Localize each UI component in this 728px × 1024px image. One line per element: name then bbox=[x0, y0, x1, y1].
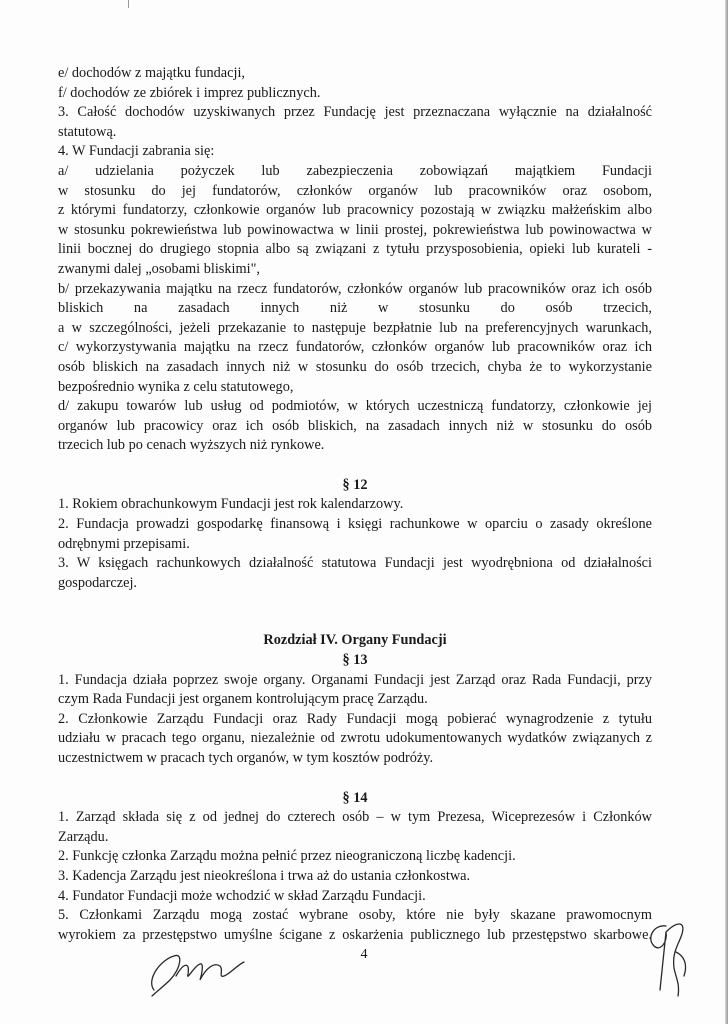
text-line: w stosunku pokrewieństwa lub powinowactwa w linii prostej, pokrewieństwa lub powinowactwa w bbox=[58, 221, 652, 238]
chapter-heading: Rozdział IV. Organy Fundacji bbox=[263, 632, 447, 649]
text-line: uczestnictwem w pracach tych organów, w tym kosztów podróży. bbox=[58, 750, 434, 766]
text-line: d/ zakupu towarów lub usług od podmiotów, w których uczestniczą fundatorzy, członkowie jej bbox=[58, 398, 652, 415]
text-line: trzecich lub po cenach wyższych niż rynkowe. bbox=[58, 437, 325, 454]
text-line: odrębnymi przepisami. bbox=[58, 535, 190, 552]
text-line: wyrokiem za przestępstwo umyślne ścigane z oskarżenia publicznego lub przestępstwo skarbowe. bbox=[58, 926, 652, 943]
document-body bbox=[58, 64, 652, 945]
text-line: 2. Fundacja prowadzi gospodarkę finansową i księgi rachunkowe w oparciu o zasady określone bbox=[58, 516, 652, 533]
text-line: osób bliskich na zasadach innych niż w stosunku do osób trzecich, chyba że to wykorzystanie bbox=[58, 358, 652, 375]
text-line: w stosunku do jej fundatorów, członków organów lub pracowników oraz osobom, bbox=[58, 182, 652, 199]
text-line: a/ udzielania pożyczek lub zabezpieczenia zobowiązań majątkiem Fundacji bbox=[58, 162, 652, 179]
text-line: c/ wykorzystywania majątku na rzecz fundatorów, członków organów lub pracowników oraz ich bbox=[58, 339, 652, 356]
text-line: a w szczególności, jeżeli przekazanie to następuje bezpłatnie lub na preferencyjnych warunkach, bbox=[58, 319, 652, 336]
text-line: statutową. bbox=[58, 123, 117, 140]
text-line: 2. Członkowie Zarządu Fundacji oraz Rady Fundacji mogą pobierać wynagrodzenie z tytułu bbox=[58, 710, 652, 727]
signature-right bbox=[636, 912, 696, 1002]
text-line: Zarządu. bbox=[58, 828, 109, 845]
text-line: f/ dochodów ze zbiórek i imprez publicznych. bbox=[58, 84, 321, 101]
text-line: 1. Fundacja działa poprzez swoje organy. Organami Fundacji jest Zarząd oraz Rada Fundacji, przy bbox=[58, 671, 652, 688]
text-line: udziału w pracach tego organu, niezależnie od zwrotu udokumentowanych wydatków związanych z bbox=[58, 730, 652, 747]
text-line: 5. Członkami Zarządu mogą zostać wybrane osoby, które nie były skazane prawomocnym bbox=[58, 907, 652, 924]
text-line: bliskich na zasadach innych niż w stosunku do osób trzecich, bbox=[58, 300, 652, 317]
text-line: czym Rada Fundacji jest organem kontrolującym pracę Zarządu. bbox=[58, 691, 428, 708]
scan-mark bbox=[128, 0, 129, 8]
text-line: z którymi fundatorzy, członkowie organów lub pracownicy pozostają w związku małżeńskim albo bbox=[58, 202, 652, 219]
text-line: bezpośrednio wynika z celu statutowego, bbox=[58, 378, 294, 395]
text-line: linii bocznej do drugiego stopnia albo są związani z tytułu przysposobienia, opieki lub kurateli - bbox=[58, 241, 652, 258]
text-line: organów lub pracowicy oraz ich osób bliskich, na zasadach innych niż w stosunku do osób bbox=[58, 417, 652, 434]
section-heading-13: § 13 bbox=[342, 652, 368, 669]
section-heading-14: § 14 bbox=[342, 789, 368, 806]
text-line: 3. Kadencja Zarządu jest nieokreślona i trwa aż do ustania członkostwa. bbox=[58, 867, 471, 884]
text-line: 3. W księgach rachunkowych działalność statutowa Fundacji jest wyodrębniona od działalności bbox=[58, 555, 652, 572]
text-line: b/ przekazywania majątku na rzecz fundatorów, członków organów lub pracowników oraz ich osób bbox=[58, 280, 652, 297]
section-heading-12: § 12 bbox=[342, 476, 368, 493]
page-number: 4 bbox=[360, 947, 368, 962]
text-line: e/ dochodów z majątku fundacji, bbox=[58, 65, 245, 81]
text-line: 4. Fundator Fundacji może wchodzić w skład Zarządu Fundacji. bbox=[58, 887, 426, 904]
text-line: zwanymi dalej „osobami bliskimi", bbox=[58, 260, 260, 277]
text-line: 3. Całość dochodów uzyskiwanych przez Fundację jest przeznaczana wyłącznie na działalność bbox=[58, 104, 652, 121]
text-line: gospodarczej. bbox=[58, 574, 137, 591]
text-line: 2. Funkcję członka Zarządu można pełnić przez nieograniczoną liczbę kadencji. bbox=[58, 848, 516, 865]
signature-left bbox=[140, 940, 280, 1000]
text-line: 4. W Fundacji zabrania się: bbox=[58, 143, 215, 160]
text-line: 1. Rokiem obrachunkowym Fundacji jest rok kalendarzowy. bbox=[58, 496, 404, 513]
text-line: 1. Zarząd składa się z od jednej do czterech osób – w tym Prezesa, Wiceprezesów i Członków bbox=[58, 809, 652, 826]
